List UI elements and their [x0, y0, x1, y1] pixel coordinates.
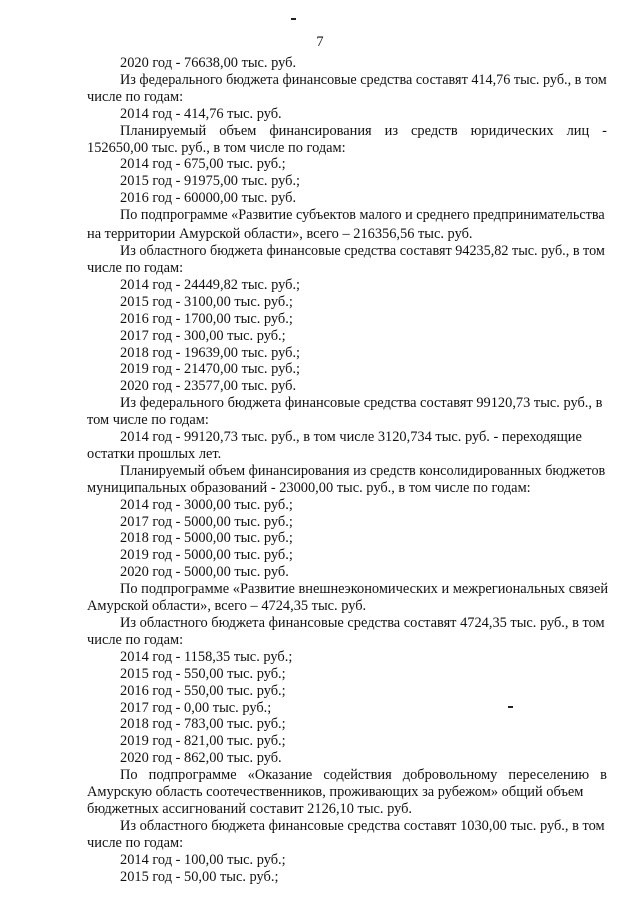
- text-line: бюджетных ассигнований составит 2126,10 тыс. руб.: [87, 800, 413, 817]
- word: юридических: [470, 122, 554, 139]
- text-line: Амурскую область соотечественников, проживающих за рубежом» общий объем: [87, 784, 584, 801]
- text-line: 2014 год - 24449,82 тыс. руб.;: [120, 276, 301, 293]
- text-line: 2014 год - 100,00 тыс. руб.;: [120, 851, 286, 868]
- text-line: По подпрограмме «Развитие субъектов малого и среднего предпринимательства: [120, 207, 605, 224]
- text-line: 2014 год - 99120,73 тыс. руб., в том числе 3120,734 тыс. руб. - переходящие: [120, 429, 582, 446]
- text-line: 2015 год - 550,00 тыс. руб.;: [120, 665, 286, 682]
- text-line: 2020 год - 862,00 тыс. руб.: [120, 750, 282, 767]
- word: подпрограмме: [148, 767, 237, 784]
- text-line: 2014 год - 1158,35 тыс. руб.;: [120, 648, 293, 665]
- text-line: 2014 год - 3000,00 тыс. руб.;: [120, 496, 293, 513]
- word: объем: [219, 122, 257, 139]
- text-line: 2015 год - 91975,00 тыс. руб.;: [120, 173, 301, 190]
- word: лиц: [566, 122, 590, 139]
- text-line: остатки прошлых лет.: [87, 445, 222, 462]
- word: -: [602, 122, 607, 139]
- word: переселению: [508, 767, 590, 784]
- text-line: Из областного бюджета финансовые средства составят 1030,00 тыс. руб., в том: [120, 817, 605, 834]
- text-line: 2016 год - 550,00 тыс. руб.;: [120, 682, 286, 699]
- text-line: числе по годам:: [87, 631, 184, 648]
- text-line: числе по годам:: [87, 88, 184, 105]
- scan-speck-top: [291, 18, 296, 20]
- word: средств: [411, 122, 458, 139]
- text-line: муниципальных образований - 23000,00 тыс. руб., в том числе по годам:: [87, 479, 531, 496]
- word: финансирования: [269, 122, 372, 139]
- text-line-justified: [87, 123, 607, 140]
- text-line: 2018 год - 19639,00 тыс. руб.;: [120, 344, 301, 361]
- text-line: 2018 год - 5000,00 тыс. руб.;: [120, 530, 293, 547]
- text-line: 2019 год - 5000,00 тыс. руб.;: [120, 547, 293, 564]
- word: в: [600, 767, 607, 784]
- text-line: 2015 год - 50,00 тыс. руб.;: [120, 868, 279, 885]
- text-line: Амурской области», всего – 4724,35 тыс. руб.: [87, 598, 367, 615]
- text-line: 2020 год - 76638,00 тыс. руб.: [120, 55, 297, 71]
- text-line: 2015 год - 3100,00 тыс. руб.;: [120, 293, 293, 310]
- text-line: Из федерального бюджета финансовые средства составят 414,76 тыс. руб., в том: [120, 71, 607, 88]
- page-body: [87, 55, 607, 886]
- word: добровольному: [402, 767, 498, 784]
- text-line-justified: [87, 767, 607, 784]
- text-line: 2020 год - 23577,00 тыс. руб.: [120, 378, 297, 395]
- word: По: [120, 767, 138, 784]
- text-line: 2016 год - 1700,00 тыс. руб.;: [120, 310, 293, 327]
- page-number: 7: [316, 34, 324, 50]
- text-line: 152650,00 тыс. руб., в том числе по годам:: [87, 139, 346, 156]
- text-line: Из областного бюджета финансовые средства составят 4724,35 тыс. руб., в том: [120, 615, 605, 631]
- text-line: 2017 год - 0,00 тыс. руб.;: [120, 699, 272, 716]
- text-line: том числе по годам:: [87, 412, 209, 429]
- word: Планируемый: [120, 122, 207, 139]
- text-line: По подпрограмме «Развитие внешнеэкономических и межрегиональных связей: [120, 581, 609, 598]
- word: из: [384, 122, 399, 139]
- text-line: числе по годам:: [87, 834, 184, 851]
- text-line: 2019 год - 821,00 тыс. руб.;: [120, 733, 286, 750]
- text-line: 2017 год - 300,00 тыс. руб.;: [120, 327, 286, 344]
- text-line: 2017 год - 5000,00 тыс. руб.;: [120, 513, 293, 530]
- text-line: 2016 год - 60000,00 тыс. руб.: [120, 190, 297, 207]
- text-line: 2020 год - 5000,00 тыс. руб.: [120, 564, 289, 581]
- text-line: 2019 год - 21470,00 тыс. руб.;: [120, 361, 301, 378]
- word: содействия: [323, 767, 392, 784]
- text-line: Планируемый объем финансирования из средств консолидированных бюджетов: [120, 462, 606, 479]
- text-line: 2014 год - 675,00 тыс. руб.;: [120, 156, 286, 173]
- word: «Оказание: [247, 767, 313, 784]
- text-line: на территории Амурской области», всего – 216356,56 тыс. руб.: [87, 226, 473, 243]
- text-line: Из федерального бюджета финансовые средства составят 99120,73 тыс. руб., в: [120, 395, 603, 412]
- text-line: числе по годам:: [87, 259, 184, 276]
- text-line: Из областного бюджета финансовые средства составят 94235,82 тыс. руб., в том: [120, 243, 605, 260]
- text-line: 2018 год - 783,00 тыс. руб.;: [120, 716, 286, 733]
- text-line: 2014 год - 414,76 тыс. руб.: [120, 105, 282, 122]
